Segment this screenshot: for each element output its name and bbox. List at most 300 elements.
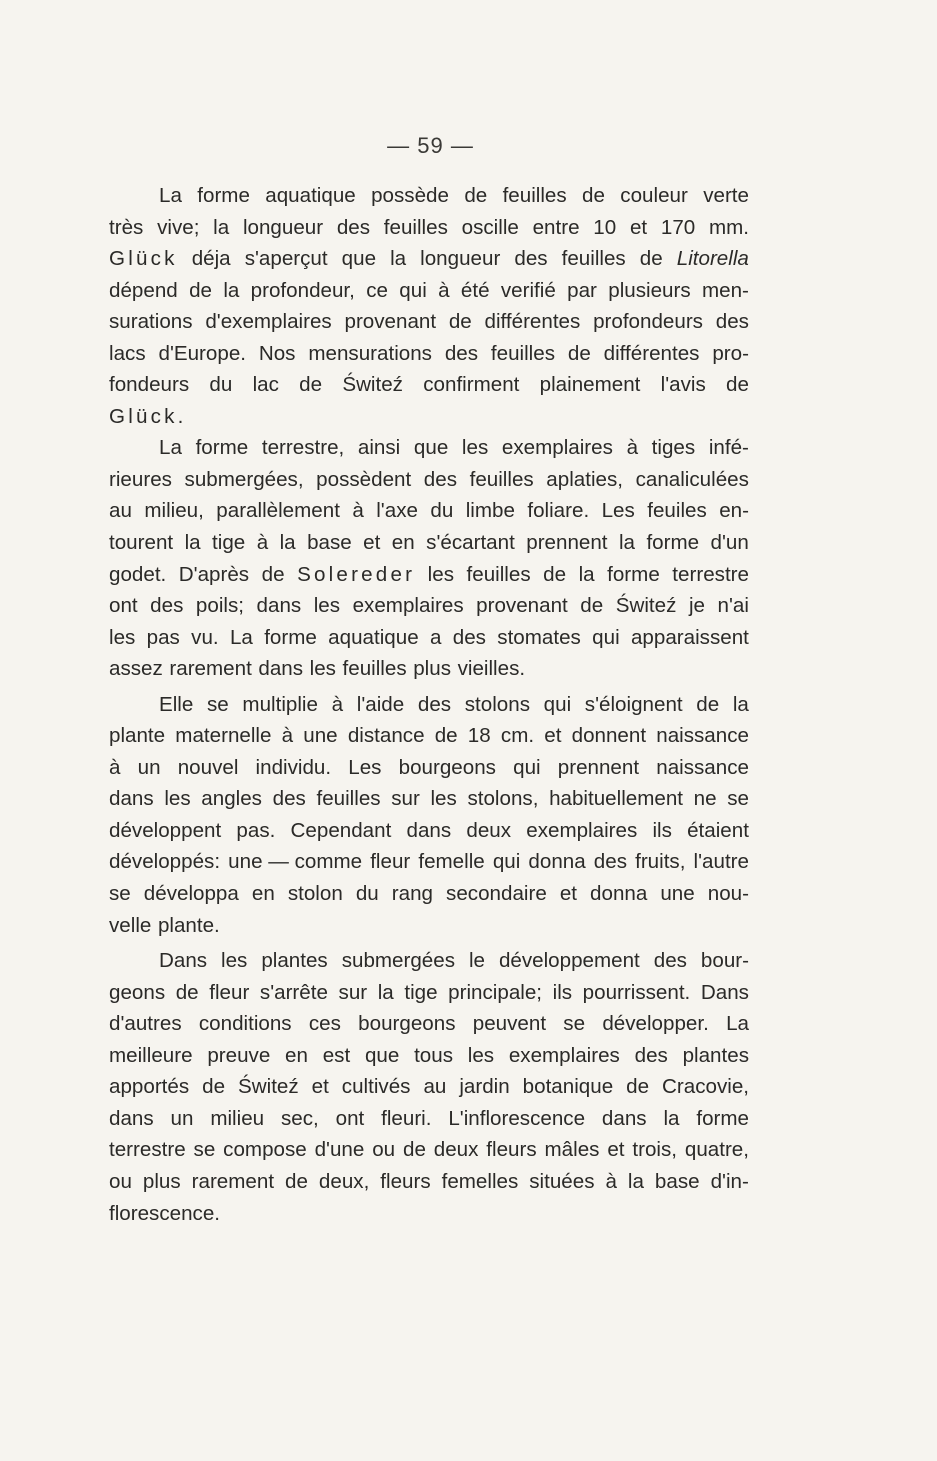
word: développer. <box>602 1012 709 1036</box>
word: pro- <box>712 341 749 365</box>
word: les <box>309 657 336 681</box>
word: des <box>634 1043 668 1067</box>
word: la <box>578 562 595 586</box>
word: Solereder <box>297 562 416 586</box>
text-line <box>109 1166 749 1198</box>
text-line <box>109 622 749 654</box>
word: dépend <box>109 278 178 302</box>
word: qui <box>543 692 572 716</box>
word: fleur <box>370 850 411 874</box>
word: stolons <box>464 692 530 716</box>
word: des <box>715 310 749 334</box>
word: différentes <box>484 310 581 334</box>
word: exemplaires <box>526 818 638 842</box>
word: forme <box>607 562 660 586</box>
word: infé- <box>708 436 749 460</box>
word: la <box>390 247 407 271</box>
word: à <box>352 499 364 523</box>
word: limbe <box>465 499 515 523</box>
word: aquatique <box>265 184 356 207</box>
word: à <box>109 755 121 779</box>
word: la <box>663 1106 680 1130</box>
word: base <box>307 531 352 555</box>
word: femelles <box>441 1169 519 1193</box>
word: deux <box>433 1138 479 1162</box>
word: Cependant <box>290 818 392 842</box>
word: du <box>430 499 454 523</box>
word: terrestre <box>109 1138 186 1162</box>
word: situées <box>529 1169 595 1193</box>
word: forme <box>696 1106 749 1130</box>
word: multiplie <box>242 692 318 716</box>
word: tourent <box>109 531 174 555</box>
word: possèdent <box>316 467 412 491</box>
word: meilleure <box>109 1043 193 1067</box>
word: de <box>580 594 604 618</box>
word: verifié <box>500 278 556 302</box>
word: canaliculées <box>635 467 749 491</box>
word: de <box>175 980 199 1004</box>
word: par <box>567 278 597 302</box>
text-line <box>109 432 749 464</box>
word: cm. <box>500 724 535 748</box>
text-line <box>109 369 749 401</box>
word: pas. <box>236 818 276 842</box>
word: d'exemplaires <box>205 310 332 334</box>
word: la <box>627 1169 644 1193</box>
word: mm. <box>708 215 749 239</box>
word: été <box>460 278 490 302</box>
word: de <box>726 373 749 397</box>
word: florescence. <box>109 1201 221 1225</box>
word: le <box>468 949 485 973</box>
word: de <box>434 724 458 748</box>
word: fruits, <box>635 850 686 874</box>
word: Les <box>348 755 382 779</box>
word: en <box>251 882 275 906</box>
word: à <box>626 436 639 460</box>
word: se <box>109 882 131 906</box>
word: ils <box>552 980 573 1004</box>
word: bourgeons <box>358 1012 456 1036</box>
word: exemplaires <box>508 1043 620 1067</box>
word: rieures <box>109 467 172 491</box>
word: Glück <box>109 247 178 271</box>
word: parallèlement <box>216 499 340 523</box>
word: femelle <box>418 850 485 874</box>
word: pourrissent. <box>582 980 691 1004</box>
word: plante. <box>157 913 220 937</box>
word: vieilles. <box>457 657 526 681</box>
word: des <box>452 625 486 649</box>
word: La <box>159 436 182 460</box>
word: conditions <box>198 1012 292 1036</box>
word: en <box>285 1043 308 1067</box>
word: mensurations <box>308 341 432 365</box>
text-line <box>109 653 749 685</box>
text-line <box>109 1071 749 1103</box>
word: deux, <box>318 1169 370 1193</box>
word: ils <box>652 818 672 842</box>
text-line <box>109 977 749 1009</box>
word: que <box>364 1043 400 1067</box>
word: d'Europe. <box>158 341 246 365</box>
word: lacs <box>109 341 146 365</box>
word: feuilles <box>561 247 626 271</box>
word: déja <box>191 247 231 271</box>
word: Świteź <box>615 594 677 618</box>
word: que <box>341 247 377 271</box>
word: l'avis <box>660 373 706 397</box>
word: longueur <box>242 215 324 239</box>
word: possède <box>371 184 449 207</box>
word: Dans <box>700 980 749 1004</box>
page-number: — 59 — <box>387 133 474 158</box>
word: habituellement <box>549 787 684 811</box>
word: la <box>618 531 636 555</box>
word: stolons, <box>467 787 539 811</box>
word: surations <box>109 310 193 334</box>
text-line <box>109 910 749 942</box>
word: dans <box>109 787 154 811</box>
word: prennent <box>557 755 640 779</box>
word: donna <box>590 882 648 906</box>
word: qui <box>513 755 541 779</box>
word: geons <box>109 980 166 1004</box>
word: D'après <box>178 562 250 586</box>
word: exemplaires <box>352 594 464 618</box>
word: les <box>461 436 489 460</box>
word: plantes <box>261 949 328 973</box>
word: stolon <box>287 882 343 906</box>
word: Świteź <box>342 373 403 397</box>
word: au <box>109 499 132 523</box>
word: confirment <box>423 373 520 397</box>
text-line <box>109 180 749 212</box>
text-line <box>109 878 749 910</box>
word: angles <box>201 787 262 811</box>
text-line <box>109 1198 749 1230</box>
word: de <box>626 1075 650 1099</box>
word: distance <box>347 724 425 748</box>
word: Les <box>601 499 635 523</box>
word: ou <box>372 1138 396 1162</box>
text-line <box>109 815 749 847</box>
word: La <box>229 625 253 649</box>
word: forme <box>646 531 700 555</box>
word: secondaire <box>446 882 547 906</box>
word: donna <box>528 850 586 874</box>
word: qui <box>399 278 427 302</box>
word: s'écartant <box>426 531 515 555</box>
word: développés: <box>109 850 221 874</box>
word: l'aide <box>356 692 405 716</box>
word: s'arrête <box>259 980 328 1004</box>
word: principale; <box>448 980 543 1004</box>
word: une <box>660 882 695 906</box>
word: Świteź <box>238 1075 299 1099</box>
word: aquatique <box>328 625 419 649</box>
word: naissance <box>656 755 749 779</box>
word: et <box>311 1075 329 1099</box>
word: à <box>331 692 344 716</box>
word: base <box>654 1169 700 1193</box>
word: fondeurs <box>109 373 190 397</box>
word: deux <box>466 818 512 842</box>
word: Glück. <box>109 404 187 428</box>
word: apparaissent <box>630 625 749 649</box>
word: les <box>221 949 248 973</box>
text-line <box>109 846 749 878</box>
word: de <box>202 1075 226 1099</box>
word: submergées, <box>184 467 304 491</box>
word: de <box>639 247 663 271</box>
word: de <box>448 310 472 334</box>
word: la <box>279 531 296 555</box>
word: se <box>207 692 229 716</box>
word: entre <box>532 215 580 239</box>
word: de <box>543 562 567 586</box>
word: tige <box>404 980 438 1004</box>
word: à <box>256 531 269 555</box>
word: vive; <box>157 215 200 239</box>
word: Litorella <box>676 247 749 271</box>
word: fleuri. <box>381 1106 432 1130</box>
word: rarement <box>169 657 252 681</box>
text-line <box>109 275 749 307</box>
word: mâles <box>544 1138 600 1162</box>
word: dans <box>601 1106 647 1130</box>
word: L'inflorescence <box>448 1106 586 1130</box>
word: tous <box>414 1043 453 1067</box>
word: forme <box>195 436 249 460</box>
word: godet. <box>109 562 167 586</box>
word: cultivés <box>341 1075 411 1099</box>
text-line <box>109 1134 749 1166</box>
word: ne <box>693 787 717 811</box>
word: a <box>429 625 442 649</box>
word: lac <box>252 373 279 397</box>
text-line <box>109 1008 749 1040</box>
word: forme <box>264 625 317 649</box>
word: se <box>193 1138 216 1162</box>
word: de <box>285 1169 308 1193</box>
word: profondeur, <box>250 278 355 302</box>
word: à <box>438 278 450 302</box>
word: pas <box>146 625 180 649</box>
word: d'une <box>314 1138 365 1162</box>
word: La <box>159 184 182 207</box>
word: sur <box>338 980 368 1004</box>
text-line <box>109 590 749 622</box>
word: la <box>732 692 749 716</box>
word: milieu, <box>144 499 204 523</box>
text-line <box>109 243 749 275</box>
word: développement <box>498 949 640 973</box>
word: Elle <box>159 692 194 716</box>
word: sec, <box>280 1106 319 1130</box>
word: profondeurs <box>593 310 703 334</box>
word: de <box>189 278 212 302</box>
word: poils; <box>195 594 244 618</box>
word: peuvent <box>472 1012 547 1036</box>
word: les <box>430 787 457 811</box>
text-line <box>109 689 749 721</box>
word: feuilles <box>316 787 381 811</box>
word: les <box>164 787 191 811</box>
word: botanique <box>522 1075 614 1099</box>
word: l'autre <box>693 850 749 874</box>
word: 18 <box>467 724 491 748</box>
text-line <box>109 783 749 815</box>
word: terrestre <box>672 562 749 586</box>
word: feuilles <box>383 215 448 239</box>
word: s'aperçut <box>244 247 328 271</box>
word: La <box>726 1012 749 1036</box>
text-line <box>109 527 749 559</box>
word: est <box>322 1043 351 1067</box>
word: ont <box>335 1106 365 1130</box>
word: forme <box>197 184 250 207</box>
word: plusieurs <box>608 278 691 302</box>
text-line <box>109 559 749 591</box>
word: de <box>299 373 323 397</box>
word: l'axe <box>376 499 418 523</box>
word: feuilles <box>469 467 534 491</box>
word: la <box>377 980 394 1004</box>
word: une <box>303 724 338 748</box>
word: prennent <box>526 531 608 555</box>
word: assez <box>109 657 163 681</box>
word: se <box>727 787 749 811</box>
word: submergées <box>341 949 456 973</box>
word: milieu <box>210 1106 265 1130</box>
word: différentes <box>603 341 700 365</box>
word: maternelle <box>175 724 272 748</box>
word: terrestre, <box>261 436 345 460</box>
word: ou <box>109 1169 132 1193</box>
word: un <box>137 755 161 779</box>
word: au <box>423 1075 447 1099</box>
word: d'in- <box>710 1169 749 1193</box>
word: Nos <box>258 341 296 365</box>
text-line <box>109 752 749 784</box>
word: la <box>184 531 201 555</box>
word: 170 <box>660 215 696 239</box>
word: vu. <box>191 625 219 649</box>
word: la <box>223 278 240 302</box>
word: les <box>109 625 136 649</box>
word: jardin <box>459 1075 510 1099</box>
word: de <box>696 692 720 716</box>
word: et <box>544 724 562 748</box>
word: du <box>209 373 233 397</box>
word: rarement <box>191 1169 275 1193</box>
word: des <box>272 787 306 811</box>
word: d'autres <box>109 1012 182 1036</box>
word: feuiles <box>647 499 707 523</box>
word: dans <box>258 657 304 681</box>
word: des <box>444 341 479 365</box>
word: fleurs <box>486 1138 537 1162</box>
word: feuilles <box>342 657 407 681</box>
word: les <box>313 594 341 618</box>
word: qui <box>492 850 521 874</box>
word: en <box>391 531 415 555</box>
word: rang <box>391 882 433 906</box>
word: des <box>653 949 687 973</box>
text-line <box>109 945 749 977</box>
text-line <box>109 401 749 433</box>
word: à <box>605 1169 617 1193</box>
word: et <box>607 1138 625 1162</box>
word: oscille <box>461 215 519 239</box>
word: exemplaires <box>501 436 613 460</box>
word: longueur <box>420 247 501 271</box>
word: Dans <box>159 949 208 973</box>
word: les <box>467 1043 495 1067</box>
body-text <box>109 180 749 1229</box>
word: tige <box>212 531 246 555</box>
word: individu. <box>255 755 332 779</box>
word: nou- <box>707 882 749 906</box>
word: et <box>559 882 577 906</box>
word: de <box>464 184 488 207</box>
word: des <box>593 850 627 874</box>
word: de <box>402 1138 426 1162</box>
word: naissance <box>656 724 749 748</box>
text-line <box>109 306 749 338</box>
word: quatre, <box>684 1138 749 1162</box>
word: de <box>567 341 591 365</box>
word: d'un <box>710 531 749 555</box>
word: ont <box>109 594 138 618</box>
word: provenant <box>476 594 568 618</box>
word: dans <box>256 594 302 618</box>
word: feuilles <box>502 184 567 207</box>
word: Cracovie, <box>662 1075 749 1099</box>
text-line <box>109 338 749 370</box>
word: de <box>261 562 285 586</box>
word: plante <box>109 724 166 748</box>
word: trois, <box>632 1138 677 1162</box>
word: tiges <box>651 436 696 460</box>
word: de <box>582 184 605 207</box>
text-line <box>109 1040 749 1072</box>
word: des <box>336 215 371 239</box>
word: ces <box>308 1012 341 1036</box>
word: preuve <box>207 1043 271 1067</box>
word: ainsi <box>357 436 401 460</box>
word: plantes <box>682 1043 749 1067</box>
word: des <box>417 692 452 716</box>
word: du <box>355 882 379 906</box>
word: les <box>427 562 454 586</box>
word: apportés <box>109 1075 190 1099</box>
word: plus <box>142 1169 181 1193</box>
word: des <box>150 594 184 618</box>
word: s'éloignent <box>584 692 683 716</box>
word: aplaties, <box>546 467 623 491</box>
word: un <box>170 1106 194 1130</box>
word: que <box>413 436 449 460</box>
word: nouvel <box>177 755 239 779</box>
text-line <box>109 1103 749 1135</box>
word: plainement <box>539 373 641 397</box>
word: dans <box>406 818 452 842</box>
word: et <box>363 531 381 555</box>
word: développent <box>109 818 222 842</box>
